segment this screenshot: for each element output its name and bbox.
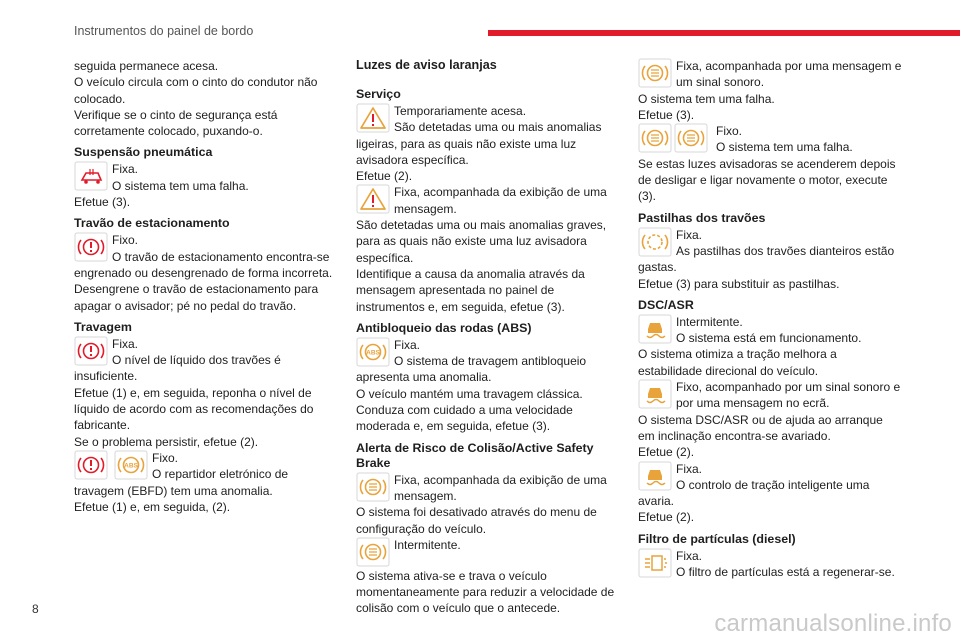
running-header: Instrumentos do painel de bordo: [74, 24, 254, 38]
state-text: Fixa.: [676, 461, 703, 476]
suspension-icon: [74, 161, 108, 191]
ebfd-icons: [74, 450, 148, 480]
section-title: Luzes de aviso laranjas: [356, 58, 497, 72]
brake-pads-icon: [638, 227, 672, 257]
text-line: Efetue (2).: [638, 510, 695, 525]
svg-text:ABS: ABS: [366, 349, 380, 357]
section-heading: Pastilhas dos travões: [638, 210, 766, 225]
text-line: Se estas luzes avisadoras se acenderem depois de desligar e ligar novamente o motor, execute (3).: [638, 156, 896, 204]
state-text: Fixo.: [112, 233, 139, 248]
skid-car-icon: [638, 379, 672, 409]
particle-filter-icon: [638, 548, 672, 578]
state-text: Fixa, acompanhada por uma mensagem e um sinal sonoro.: [676, 59, 902, 90]
text-line: Efetue (2).: [356, 169, 413, 184]
state-text: Fixo.: [716, 124, 743, 139]
section-heading: Serviço: [356, 87, 401, 101]
collision-brake-icon: [638, 58, 672, 88]
skid-car-icon: [638, 461, 672, 491]
text-line: Identifique a causa da anomalia através da mensagem apresentada no painel de instrumentos e, em seguida, efetue (3).: [356, 266, 585, 314]
text-line: Efetue (2).: [638, 445, 695, 460]
text-line: O veículo circula com o cinto do condutor não colocado.: [74, 75, 318, 106]
skid-car-icon: [638, 314, 672, 344]
section-heading: Travagem: [74, 319, 132, 334]
state-text: Fixa, acompanhada da exibição de uma mensagem.: [394, 185, 607, 216]
state-text: Fixa.: [676, 227, 703, 242]
warning-triangle-icon: [356, 103, 390, 133]
text-line: O sistema tem uma falha.: [112, 178, 249, 193]
section-heading: DSC/ASR: [638, 297, 694, 312]
state-text: Fixa, acompanhada da exibição de uma mensagem.: [394, 472, 607, 503]
text-line: São detetadas uma ou mais anomalias ligeiras, para as quais não existe uma luz avisadora específica.: [356, 120, 602, 167]
text-line: As pastilhas dos travões dianteiros estão gastas.: [638, 243, 895, 275]
column-2: [356, 58, 620, 617]
text-line: Efetue (3).: [638, 107, 695, 122]
text-line: O travão de estacionamento encontra-se engrenado ou desengrenado de forma incorreta.: [74, 249, 333, 280]
warning-triangle-icon: [356, 184, 390, 214]
state-text: Fixa.: [676, 548, 703, 563]
text-line: O sistema DSC/ASR ou de ajuda ao arranque em inclinação encontra-se avariado.: [638, 412, 883, 443]
text-line: Se o problema persistir, efetue (2).: [74, 434, 259, 449]
state-text: Temporariamente acesa.: [394, 104, 527, 118]
text-line: O sistema tem uma falha.: [638, 91, 775, 106]
brake-warning-icon: [74, 232, 108, 262]
text-line: O repartidor eletrónico de travagem (EBFD) tem uma anomalia.: [74, 467, 289, 498]
state-text: Fixa.: [112, 336, 139, 351]
text-line: Desengrene o travão de estacionamento para apagar o avisador; pé no pedal do travão.: [74, 282, 319, 313]
state-text: Intermitente.: [676, 314, 743, 329]
text-line: O sistema otimiza a tração melhora a estabilidade direcional do veículo.: [638, 347, 837, 378]
page-number: 8: [32, 602, 39, 616]
section-heading: Travão de estacionamento: [74, 216, 230, 231]
svg-text:ABS: ABS: [124, 462, 138, 470]
text-line: Efetue (1) e, em seguida, (2).: [74, 499, 231, 514]
state-text: Fixo.: [152, 450, 179, 465]
text-line: O sistema está em funcionamento.: [676, 331, 862, 346]
text-line: Verifique se o cinto de segurança está corretamente colocado, puxando-o.: [74, 107, 278, 139]
text-line: Efetue (3) para substituir as pastilhas.: [638, 276, 840, 291]
collision-brake-icon: [356, 472, 390, 502]
abs-icon: [356, 337, 390, 367]
section-heading: Antibloqueio das rodas (ABS): [356, 320, 532, 335]
text-line: Efetue (3).: [74, 195, 131, 210]
brake-warning-icon: [74, 336, 108, 366]
text-line: O sistema de travagem antibloqueio apresenta uma anomalia.: [356, 354, 587, 385]
text-line: O sistema ativa-se e trava o veículo momentaneamente para reduzir a velocidade de colisão com o veículo que o antecede.: [356, 568, 615, 616]
text-line: São detetadas uma ou mais anomalias graves, para as quais não existe uma luz avisadora específica.: [356, 218, 607, 265]
state-text: Fixa.: [394, 337, 421, 352]
collision-brake-icon: [356, 537, 390, 567]
text-line: O filtro de partículas está a regenerar-se.: [676, 565, 895, 580]
text-line: O veículo mantém uma travagem clássica.: [356, 386, 583, 401]
state-text: Intermitente.: [394, 537, 461, 552]
section-heading: Filtro de partículas (diesel): [638, 531, 796, 546]
state-text: Fixa.: [112, 162, 139, 177]
text-line: seguida permanece acesa.: [74, 59, 219, 73]
text-line: O nível de líquido dos travões é insuficiente.: [74, 353, 281, 384]
column-3: [638, 58, 902, 580]
state-text: Fixo, acompanhado por um sinal sonoro e por uma mensagem no ecrã.: [676, 380, 901, 411]
watermark: carmanualsonline.info: [714, 610, 952, 637]
text-line: O controlo de tração inteligente uma avaria.: [638, 477, 870, 509]
section-heading: Alerta de Risco de Colisão/Active Safety Brake: [356, 440, 594, 470]
column-1: [74, 58, 338, 515]
text-line: O sistema foi desativado através do menu de configuração do veículo.: [356, 505, 597, 536]
text-line: Efetue (1) e, em seguida, reponha o nível de líquido de acordo com as recomendações do fabricante.: [74, 385, 314, 433]
header-accent-bar: [488, 30, 960, 36]
section-heading: Suspensão pneumática: [74, 145, 213, 160]
text-line: Conduza com cuidado a uma velocidade moderada e, em seguida, efetue (3).: [356, 403, 573, 434]
collision-brake-icons: [638, 123, 712, 153]
text-line: O sistema tem uma falha.: [716, 140, 853, 155]
